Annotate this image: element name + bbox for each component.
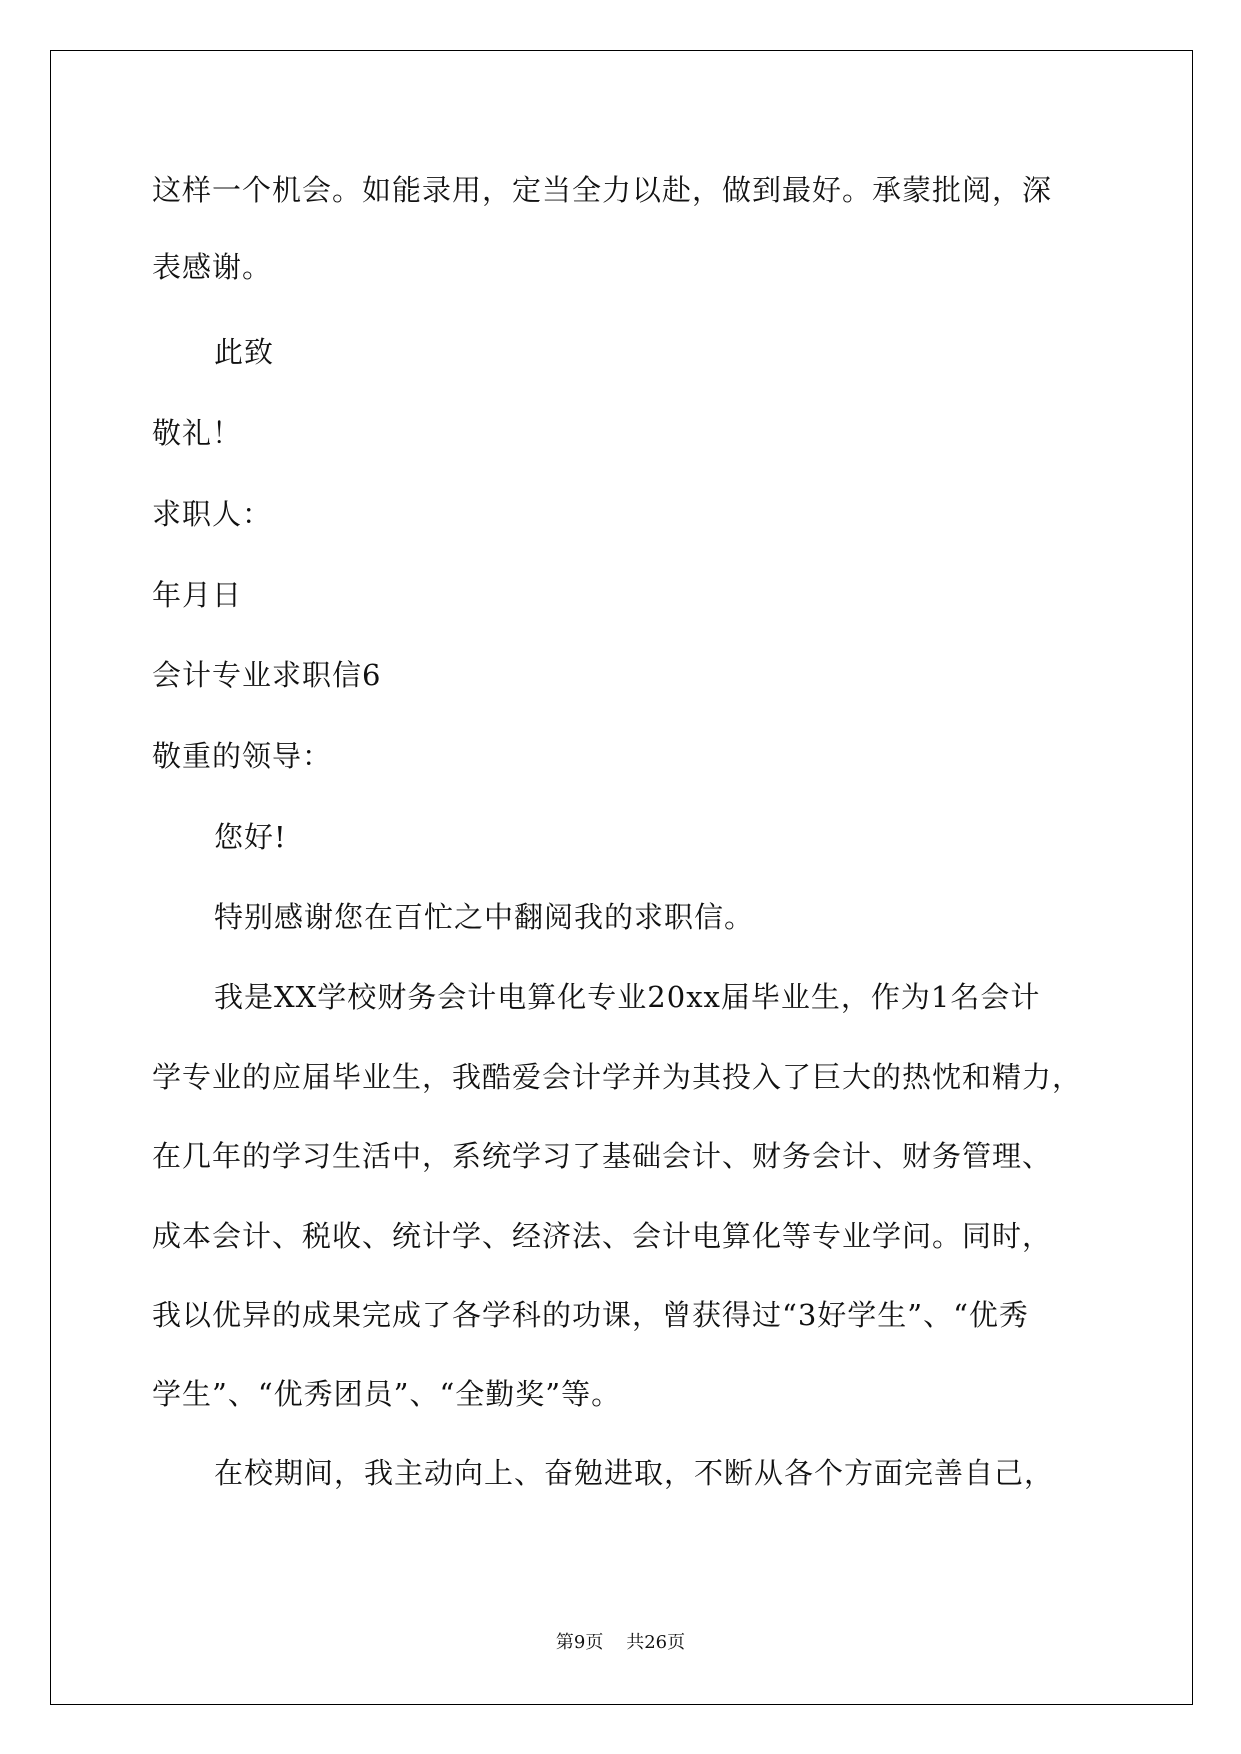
paragraph-thanks: 特别感谢您在百忙之中翻阅我的求职信。 [214, 900, 755, 934]
paragraph-school-line-1: 在校期间，我主动向上、奋勉进取，不断从各个方面完善自己， [214, 1456, 1055, 1490]
greeting-recipient: 敬重的领导： [152, 739, 333, 773]
applicant-signature: 求职人： [152, 497, 273, 531]
closing-salutation: 此致 [214, 335, 275, 369]
section-title: 会计专业求职信6 [152, 658, 382, 692]
paragraph-intro-line-1: 我是XX学校财务会计电算化专业20xx届毕业生，作为1名会计 [214, 980, 1041, 1014]
paragraph-intro-line-6: 学生”、“优秀团员”、“全勤奖”等。 [152, 1377, 622, 1411]
page-number: 第9页 [555, 1632, 604, 1653]
paragraph-intro-line-2: 学专业的应届毕业生，我酷爱会计学并为其投入了巨大的热忱和精力， [152, 1060, 1083, 1094]
page-footer [0, 1628, 1241, 1654]
date-line: 年月日 [152, 578, 243, 612]
page-total: 共26页 [626, 1632, 686, 1653]
paragraph-intro-line-3: 在几年的学习生活中，系统学习了基础会计、财务会计、财务管理、 [152, 1139, 1053, 1173]
paragraph-intro-line-5: 我以优异的成果完成了各学科的功课，曾获得过“3好学生”、“优秀 [152, 1298, 1029, 1332]
greeting-hello: 您好! [214, 820, 287, 854]
body-line-1: 这样一个机会。如能录用，定当全力以赴，做到最好。承蒙批阅，深 [152, 173, 1053, 207]
body-line-2: 表感谢。 [152, 250, 273, 284]
paragraph-intro-line-4: 成本会计、税收、统计学、经济法、会计电算化等专业学问。同时， [152, 1219, 1053, 1253]
footer-spacer [603, 1632, 626, 1653]
closing-regards: 敬礼！ [152, 416, 243, 450]
